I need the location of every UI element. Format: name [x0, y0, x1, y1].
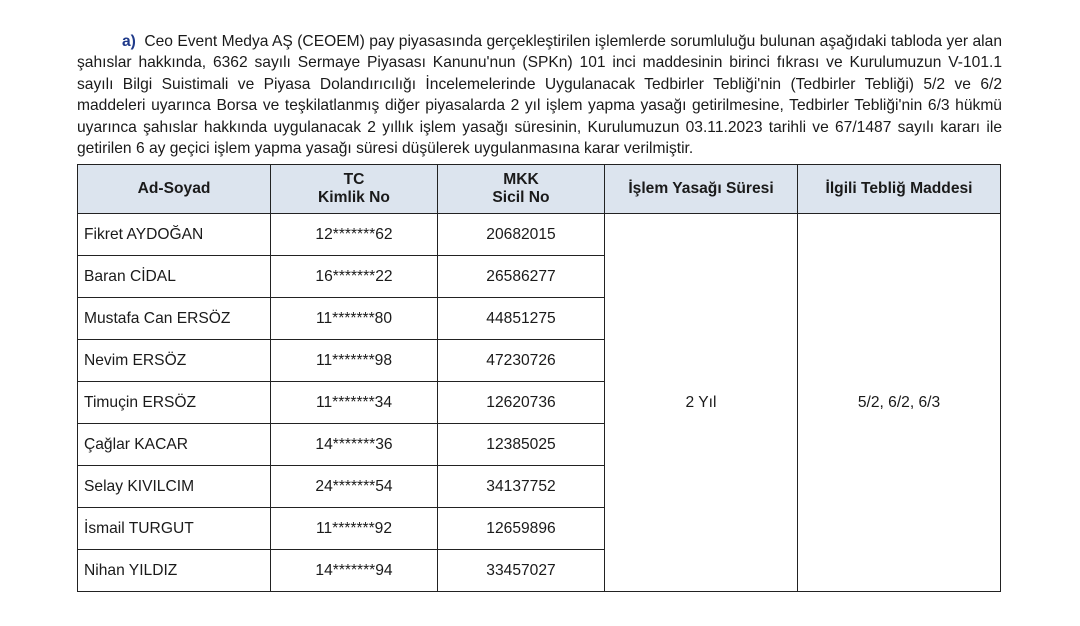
tc-number: 14*******94 [271, 550, 438, 592]
tc-number: 11*******98 [271, 340, 438, 382]
mkk-number: 34137752 [438, 466, 605, 508]
header-mkk-line2: Sicil No [492, 189, 550, 206]
tc-number: 16*******22 [271, 256, 438, 298]
header-ban-duration: İşlem Yasağı Süresi [605, 165, 798, 214]
person-name: Nihan YILDIZ [78, 550, 271, 592]
tc-number: 11*******92 [271, 508, 438, 550]
header-tc [271, 165, 438, 214]
mkk-number: 33457027 [438, 550, 605, 592]
person-name: Selay KIVILCIM [78, 466, 271, 508]
table-header-row [78, 165, 1001, 214]
person-name: Nevim ERSÖZ [78, 340, 271, 382]
header-article: İlgili Tebliğ Maddesi [798, 165, 1001, 214]
related-articles: 5/2, 6/2, 6/3 [798, 214, 1001, 592]
ban-table [77, 164, 1001, 592]
decision-paragraph [77, 31, 1002, 160]
person-name: Fikret AYDOĞAN [78, 214, 271, 256]
mkk-number: 44851275 [438, 298, 605, 340]
paragraph-text: Ceo Event Medya AŞ (CEOEM) pay piyasasında gerçekleştirilen işlemlerde sorumluluğu bulunan aşağıdaki tabloda yer alan şahıslar hakkında, 6362 sayılı Sermaye Piyasası Kanunu'nun (SPKn) 101 inci maddesinin birinci fıkrası ve Kurulumuzun V-101.1 sayılı Bilgi Suistimali ve Piyasa Dolandırıcılığı İncelemelerinde Uygulanacak Tedbirler Tebliği'nin (Tedbirler Tebliği) 5/2 ve 6/2 maddeleri uyarınca Borsa ve teşkilatlanmış diğer piyasalarda 2 yıl işlem yapma yasağı getirilmesine, Tedbirler Tebliği'nin 6/3 hükmü uyarınca şahıslar hakkında uygulanacak 2 yıllık işlem yasağı süresinin, Kurulumuzun 03.11.2023 tarihli ve 67/1487 sayılı kararı ile getirilen 6 ay geçici işlem yapma yasağı süresi düşülerek uygulanmasına karar verilmiştir. [77, 32, 1002, 158]
mkk-number: 12620736 [438, 382, 605, 424]
tc-number: 12*******62 [271, 214, 438, 256]
tc-number: 11*******80 [271, 298, 438, 340]
mkk-number: 12659896 [438, 508, 605, 550]
tc-number: 24*******54 [271, 466, 438, 508]
table-row [78, 214, 1001, 256]
tc-number: 11*******34 [271, 382, 438, 424]
header-tc-line2: Kimlik No [318, 189, 390, 206]
person-name: Timuçin ERSÖZ [78, 382, 271, 424]
mkk-number: 47230726 [438, 340, 605, 382]
ban-duration: 2 Yıl [605, 214, 798, 592]
header-mkk [438, 165, 605, 214]
mkk-number: 12385025 [438, 424, 605, 466]
header-mkk-line1: MKK [503, 171, 539, 188]
mkk-number: 26586277 [438, 256, 605, 298]
paragraph-label: a) [122, 32, 136, 50]
person-name: Baran CİDAL [78, 256, 271, 298]
person-name: Çağlar KACAR [78, 424, 271, 466]
person-name: Mustafa Can ERSÖZ [78, 298, 271, 340]
mkk-number: 20682015 [438, 214, 605, 256]
header-name: Ad-Soyad [78, 165, 271, 214]
person-name: İsmail TURGUT [78, 508, 271, 550]
header-tc-line1: TC [343, 171, 365, 188]
tc-number: 14*******36 [271, 424, 438, 466]
